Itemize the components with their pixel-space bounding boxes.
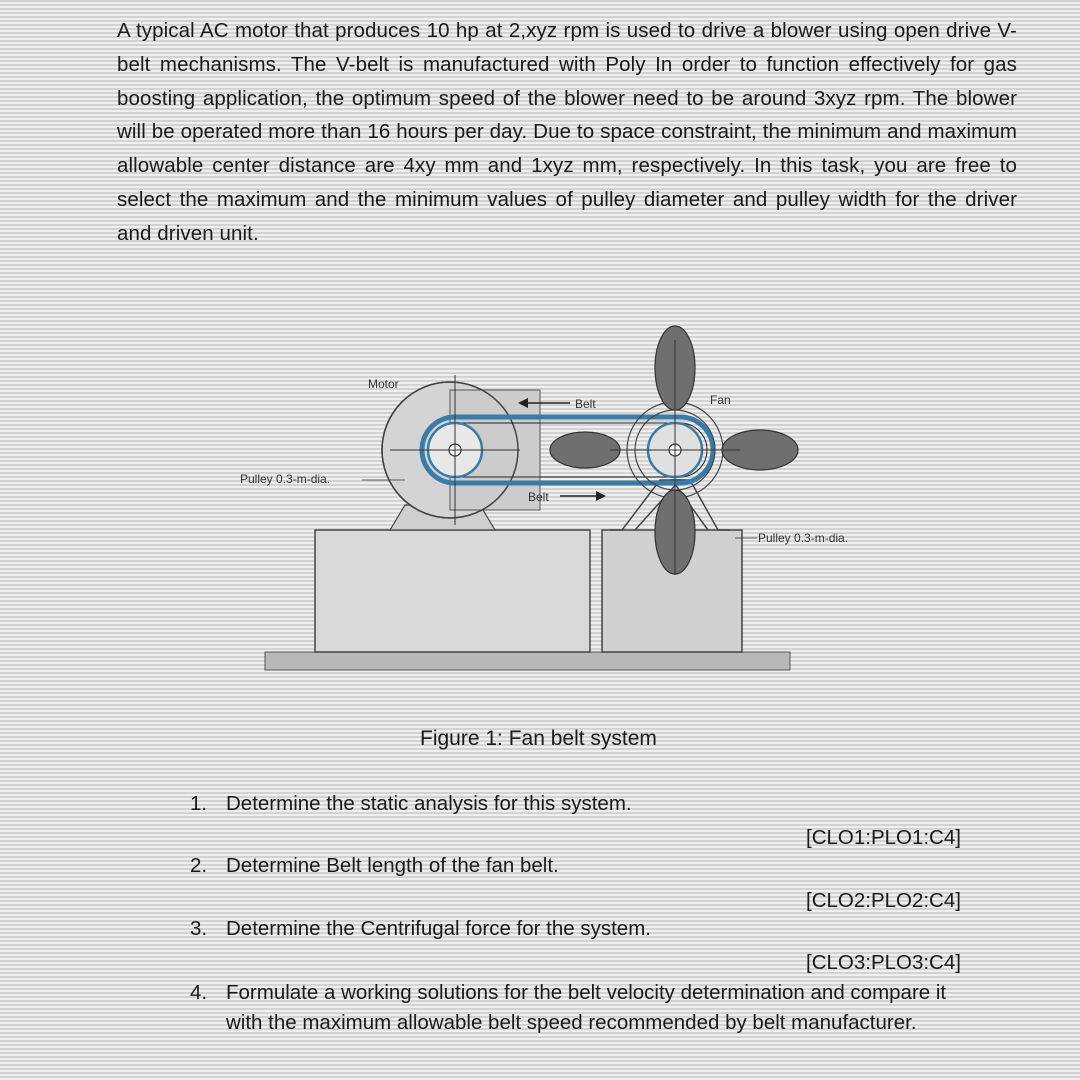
question-2 [190, 851, 559, 881]
label-pulley-right: Pulley 0.3-m-dia. [758, 531, 849, 545]
question-text: Determine Belt length of the fan belt. [226, 854, 559, 877]
question-4 [190, 978, 970, 1038]
label-belt-top: Belt [575, 397, 596, 411]
problem-statement: A typical AC motor that produces 10 hp at 2,xyz rpm is used to drive a blower using open drive V-belt mechanisms. The V-belt is manufactured with Poly In order to function effectively for gas boosting application, the optimum speed of the blower need to be around 3xyz rpm. The blower will be operated more than 16 hours per day. Due to space constraint, the minimum and maximum allowable center distance are 4xy mm and 1xyz mm, respectively. In this task, you are free to select the maximum and the minimum values of pulley diameter and pulley width for the driver and driven unit. [117, 19, 1017, 245]
question-3-clo: [CLO3:PLO3:C4] [806, 951, 961, 974]
question-number: 3. [190, 917, 208, 940]
question-text: Determine the static analysis for this system. [226, 792, 632, 815]
floor [265, 652, 790, 670]
label-motor: Motor [368, 377, 399, 391]
question-number: 1. [190, 792, 208, 815]
motor-base-block [315, 530, 590, 652]
question-number: 2. [190, 854, 208, 877]
question-2-clo: [CLO2:PLO2:C4] [806, 889, 961, 912]
label-belt-bottom: Belt [528, 490, 549, 504]
label-pulley-left: Pulley 0.3-m-dia. [240, 472, 331, 486]
question-3 [190, 914, 651, 944]
question-text: Formulate a working solutions for the belt velocity determination and compare it with the maximum allowable belt speed recommended by belt manufacturer. [226, 981, 947, 1034]
question-number: 4. [190, 981, 208, 1004]
question-1 [190, 789, 632, 819]
figure-caption: Figure 1: Fan belt system [420, 727, 657, 750]
label-fan: Fan [710, 393, 731, 407]
fan-belt-figure [230, 320, 910, 690]
question-1-clo: [CLO1:PLO1:C4] [806, 826, 961, 849]
fan-blade-left [550, 432, 620, 468]
question-text: Determine the Centrifugal force for the system. [226, 917, 651, 940]
